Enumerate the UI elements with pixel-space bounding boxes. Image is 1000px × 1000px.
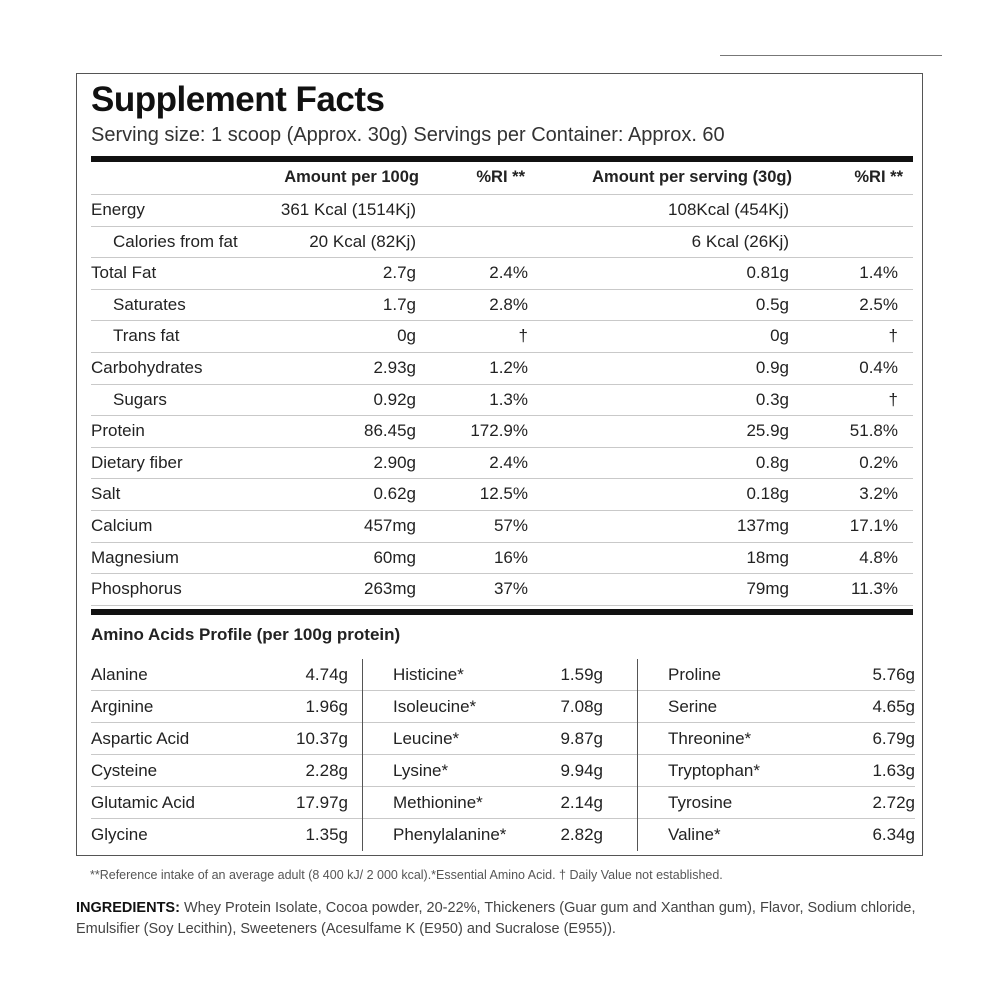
amino-value: 4.74g (305, 665, 348, 684)
amino-name: Phenylalanine* (393, 825, 507, 844)
amino-value: 2.72g (872, 793, 915, 812)
amino-row (638, 755, 915, 787)
amino-value: 1.35g (305, 825, 348, 844)
nutrient-ri-100g: 2.8% (489, 294, 528, 314)
nutrient-amount-100g: 263mg (364, 579, 416, 599)
amino-value: 17.97g (296, 793, 348, 812)
nutrient-name: Calcium (91, 516, 153, 535)
amino-row (638, 723, 915, 755)
header-ri-2: %RI ** (854, 168, 903, 186)
amino-row (638, 787, 915, 819)
supplement-facts-panel (76, 73, 923, 856)
amino-name: Tyrosine (668, 793, 733, 812)
amino-value: 2.14g (560, 793, 603, 812)
top-divider-line (720, 55, 942, 56)
nutrition-header-row (91, 163, 913, 195)
amino-name: Arginine (91, 697, 154, 716)
nutrient-amount-serving: 0.9g (755, 358, 789, 377)
nutrient-row (91, 448, 913, 480)
nutrient-name: Dietary fiber (91, 452, 183, 472)
nutrient-amount-100g: 0.62g (373, 484, 416, 504)
nutrient-name: Trans fat (113, 326, 180, 346)
nutrient-ri-100g: 12.5% (479, 484, 528, 504)
nutrient-ri-100g: † (518, 326, 528, 346)
amino-name: Alanine (91, 665, 148, 684)
nutrient-row (91, 385, 913, 417)
header-thick-bar (91, 156, 913, 162)
amino-name: Aspartic Acid (91, 729, 190, 748)
nutrient-ri-serving: 1.4% (859, 263, 898, 283)
nutrient-row (91, 416, 913, 448)
amino-name: Methionine* (393, 793, 483, 812)
nutrient-name: Saturates (113, 294, 186, 314)
amino-value: 4.65g (872, 697, 915, 716)
ingredients-text: Whey Protein Isolate, Cocoa powder, 20-22%, Thickeners (Guar gum and Xanthan gum), Flavor, Sodium chloride, Emulsifier (Soy Lecithin), Sweeteners (Acesulfame K (E950) and Sucralose (E955)). (76, 900, 916, 937)
ingredients (76, 898, 936, 940)
header-amount-100g: Amount per 100g (284, 168, 419, 186)
nutrient-name: Total Fat (91, 263, 157, 283)
nutrient-amount-serving: 0.81g (746, 263, 789, 283)
amino-name: Glutamic Acid (91, 793, 195, 812)
nutrient-ri-serving: 4.8% (859, 547, 898, 567)
nutrient-name: Sugars (113, 389, 167, 409)
amino-row (91, 819, 362, 851)
nutrient-ri-100g: 2.4% (489, 263, 528, 283)
amino-row (363, 723, 637, 755)
amino-row (363, 659, 637, 691)
nutrient-amount-serving: 108Kcal (454Kj) (668, 200, 789, 219)
nutrient-ri-100g: 16% (493, 547, 528, 567)
amino-row (91, 723, 362, 755)
amino-row (363, 691, 637, 723)
nutrient-row (91, 543, 913, 575)
amino-value: 1.59g (560, 665, 603, 684)
nutrient-amount-100g: 361 Kcal (1514Kj) (280, 200, 416, 219)
nutrient-name: Salt (91, 484, 121, 504)
amino-name: Valine* (668, 825, 721, 844)
nutrient-name: Magnesium (91, 547, 179, 567)
amino-name: Isoleucine* (393, 697, 477, 716)
nutrient-amount-100g: 2.93g (373, 358, 416, 377)
nutrient-amount-serving: 0.18g (746, 484, 789, 504)
amino-name: Tryptophan* (668, 761, 760, 780)
nutrient-name: Energy (91, 200, 145, 219)
nutrient-row (91, 574, 913, 606)
nutrient-amount-100g: 86.45g (364, 421, 416, 441)
nutrient-row (91, 258, 913, 290)
amino-name: Threonine* (668, 729, 752, 748)
nutrient-amount-serving: 0.3g (755, 389, 789, 409)
nutrient-ri-serving: 0.4% (859, 358, 898, 377)
nutrient-amount-serving: 6 Kcal (26Kj) (691, 231, 789, 251)
nutrient-amount-100g: 20 Kcal (82Kj) (309, 231, 416, 251)
nutrient-amount-100g: 60mg (373, 547, 416, 567)
nutrient-ri-100g: 57% (493, 516, 528, 535)
nutrient-amount-100g: 1.7g (382, 294, 416, 314)
amino-row (363, 787, 637, 819)
amino-name: Glycine (91, 825, 148, 844)
nutrient-row (91, 511, 913, 543)
amino-column-1 (91, 659, 363, 851)
footnote: **Reference intake of an average adult (8 400 kJ/ 2 000 kcal).*Essential Amino Acid. † Daily Value not established. (90, 868, 723, 882)
nutrient-row (91, 227, 913, 259)
nutrient-amount-100g: 0.92g (373, 389, 416, 409)
amino-row (91, 787, 362, 819)
amino-row (363, 819, 637, 851)
nutrient-row (91, 479, 913, 511)
ingredients-label: INGREDIENTS: (76, 900, 180, 916)
nutrient-name: Phosphorus (91, 579, 182, 599)
nutrient-name: Protein (91, 421, 145, 441)
amino-name: Serine (668, 697, 718, 716)
panel-title: Supplement Facts (91, 80, 385, 119)
nutrient-ri-serving: 51.8% (849, 421, 898, 441)
nutrient-ri-100g: 37% (493, 579, 528, 599)
nutrient-ri-100g: 2.4% (489, 452, 528, 472)
amino-value: 1.63g (872, 761, 915, 780)
serving-info: Serving size: 1 scoop (Approx. 30g) Servings per Container: Approx. 60 (91, 124, 725, 146)
amino-value: 6.34g (872, 825, 915, 844)
amino-value: 2.28g (305, 761, 348, 780)
nutrient-amount-serving: 18mg (746, 547, 789, 567)
nutrient-row (91, 195, 913, 227)
nutrient-row (91, 353, 913, 385)
nutrient-ri-serving: 2.5% (859, 294, 898, 314)
amino-row (91, 755, 362, 787)
amino-value: 5.76g (872, 665, 915, 684)
amino-row (638, 691, 915, 723)
amino-row (91, 659, 362, 691)
nutrient-ri-100g: 172.9% (470, 421, 528, 441)
nutrient-amount-100g: 2.7g (382, 263, 416, 283)
amino-row (363, 755, 637, 787)
nutrient-amount-serving: 0g (770, 326, 789, 346)
amino-value: 2.82g (560, 825, 603, 844)
nutrient-ri-serving: 0.2% (859, 452, 898, 472)
amino-row (638, 819, 915, 851)
nutrient-amount-serving: 0.5g (755, 294, 789, 314)
amino-name: Cysteine (91, 761, 158, 780)
nutrient-ri-100g: 1.3% (489, 389, 528, 409)
nutrient-amount-100g: 2.90g (373, 452, 416, 472)
nutrient-amount-100g: 0g (397, 326, 416, 346)
amino-row (91, 691, 362, 723)
nutrient-row (91, 321, 913, 353)
amino-value: 6.79g (872, 729, 915, 748)
nutrient-ri-serving: 3.2% (859, 484, 898, 504)
nutrient-amount-100g: 457mg (364, 516, 416, 535)
nutrient-amount-serving: 25.9g (746, 421, 789, 441)
nutrient-amount-serving: 79mg (746, 579, 789, 599)
amino-column-3 (638, 659, 915, 851)
amino-column-2 (363, 659, 638, 851)
nutrient-ri-100g: 1.2% (489, 358, 528, 377)
nutrient-ri-serving: 11.3% (851, 579, 898, 599)
header-amount-serving: Amount per serving (30g) (592, 168, 792, 186)
amino-value: 9.87g (560, 729, 603, 748)
nutrient-ri-serving: 17.1% (849, 516, 898, 535)
nutrient-amount-serving: 137mg (737, 516, 789, 535)
header-ri-1: %RI ** (476, 168, 525, 186)
nutrient-amount-serving: 0.8g (755, 452, 789, 472)
amino-name: Lysine* (393, 761, 449, 780)
nutrient-ri-serving: † (888, 389, 898, 409)
amino-acids-table (91, 659, 915, 851)
amino-name: Histicine* (393, 665, 464, 684)
amino-name: Proline (668, 665, 721, 684)
amino-value: 10.37g (296, 729, 348, 748)
amino-value: 9.94g (560, 761, 603, 780)
nutrient-name: Carbohydrates (91, 358, 203, 377)
nutrient-row (91, 290, 913, 322)
amino-name: Leucine* (393, 729, 460, 748)
nutrient-ri-serving: † (888, 326, 898, 346)
amino-value: 7.08g (560, 697, 603, 716)
amino-acids-title: Amino Acids Profile (per 100g protein) (91, 625, 401, 644)
amino-thick-bar (91, 609, 913, 615)
amino-value: 1.96g (305, 697, 348, 716)
amino-row (638, 659, 915, 691)
nutrient-name: Calories from fat (113, 231, 238, 251)
